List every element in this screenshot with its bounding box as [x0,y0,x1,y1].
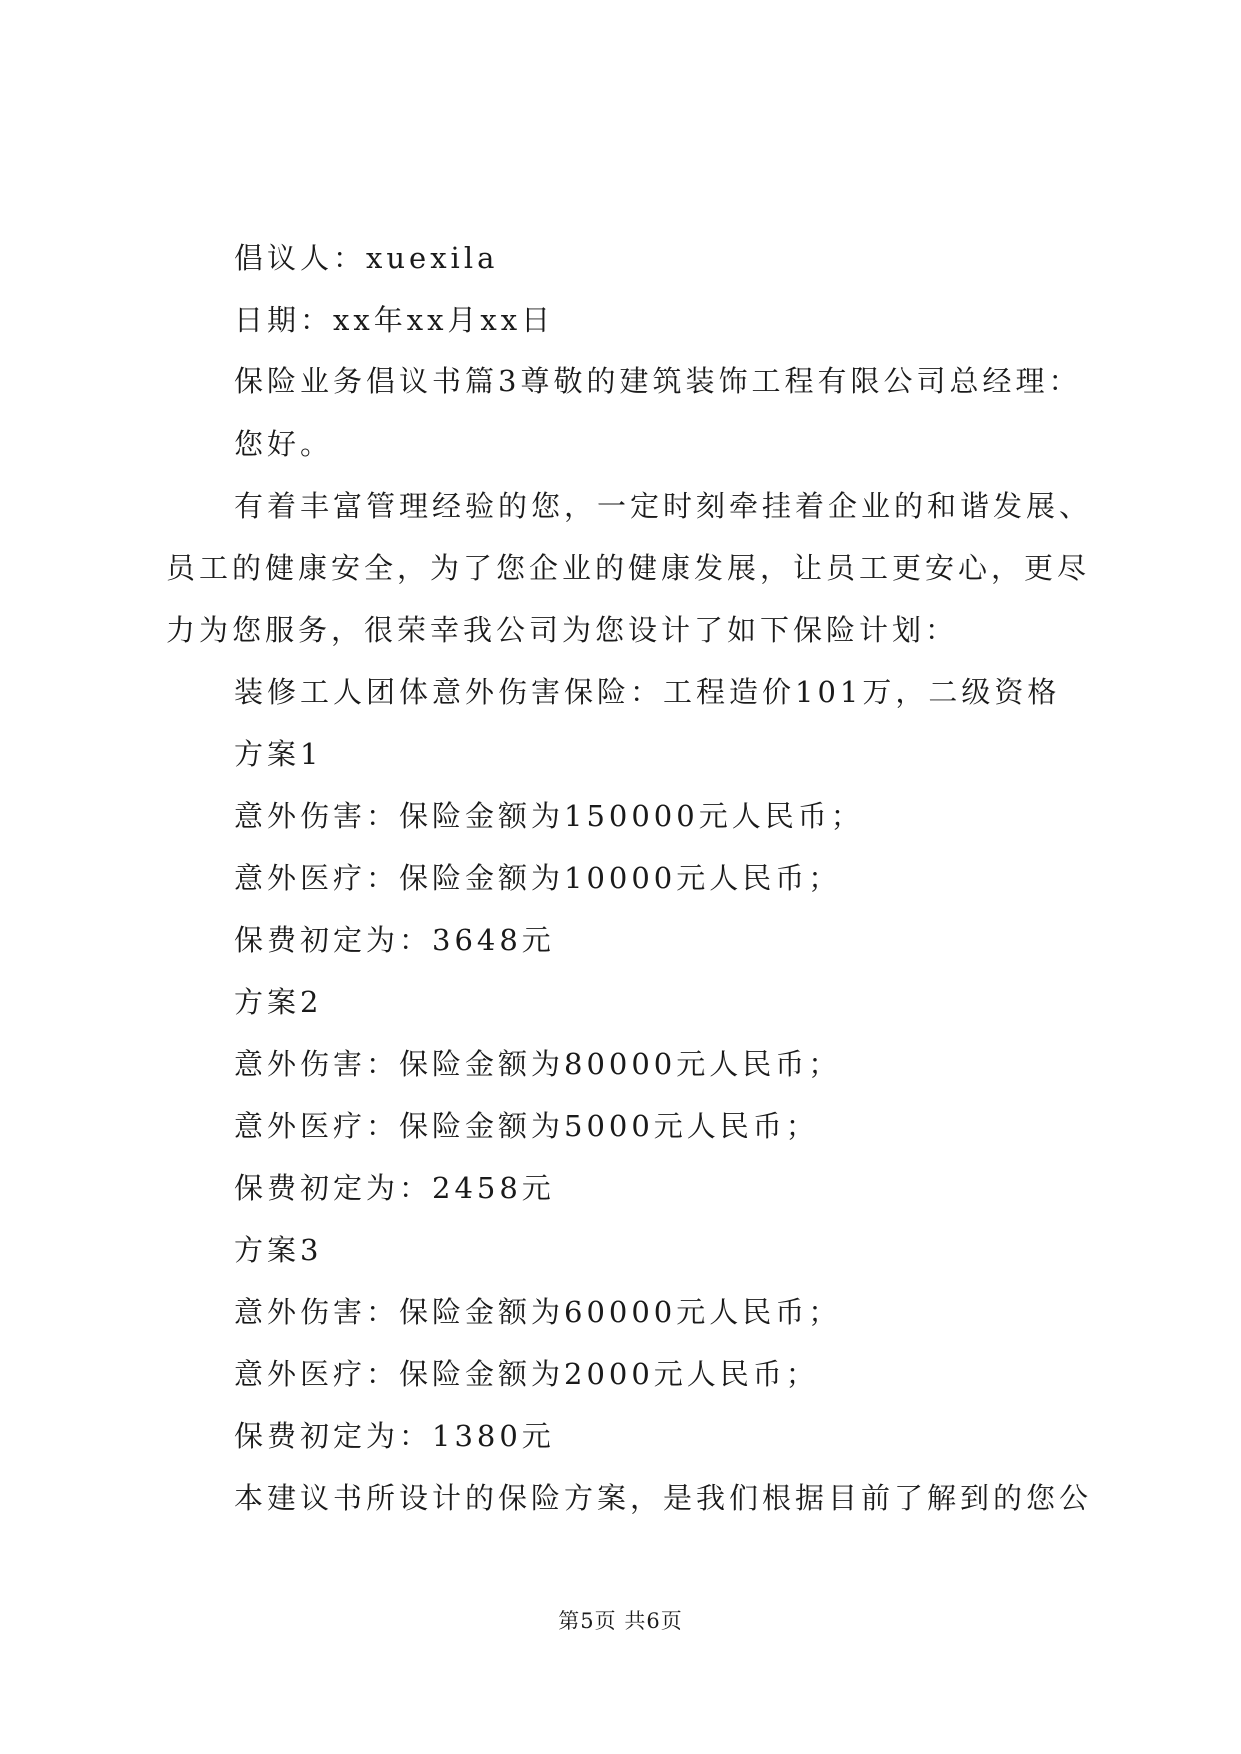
plan-premium: 保费初定为：1380元 [234,1419,555,1453]
plan-item: 意外伤害：保险金额为80000元人民币； [234,1047,842,1081]
date-line: 日期：xx年xx月xx日 [234,303,555,337]
insurance-title-line: 装修工人团体意外伤害保险：工程造价101万，二级资格 [234,675,1061,709]
body-paragraph-line: 力为您服务，很荣幸我公司为您设计了如下保险计划： [166,613,959,647]
closing-paragraph-line: 本建议书所设计的保险方案，是我们根据目前了解到的您公 [234,1481,1093,1515]
plan-item: 意外医疗：保险金额为10000元人民币； [234,861,842,895]
body-paragraph-line: 员工的健康安全，为了您企业的健康发展，让员工更安心，更尽 [166,551,1091,585]
plan-premium: 保费初定为：2458元 [234,1171,555,1205]
salutation-line: 保险业务倡议书篇3尊敬的建筑装饰工程有限公司总经理： [234,364,1082,398]
plan-premium: 保费初定为：3648元 [234,923,555,957]
plan-heading: 方案2 [234,985,323,1019]
plan-item: 意外伤害：保险金额为60000元人民币； [234,1295,842,1329]
plan-heading: 方案3 [234,1233,323,1267]
plan-heading: 方案1 [234,737,323,771]
greeting-line: 您好。 [234,427,334,461]
page-footer: 第5页 共6页 [558,1609,683,1633]
initiator-line: 倡议人：xuexila [234,241,499,275]
plan-item: 意外伤害：保险金额为150000元人民币； [234,799,864,833]
plan-item: 意外医疗：保险金额为5000元人民币； [234,1109,819,1143]
body-paragraph-line: 有着丰富管理经验的您，一定时刻牵挂着企业的和谐发展、 [234,489,1093,523]
plan-item: 意外医疗：保险金额为2000元人民币； [234,1357,819,1391]
